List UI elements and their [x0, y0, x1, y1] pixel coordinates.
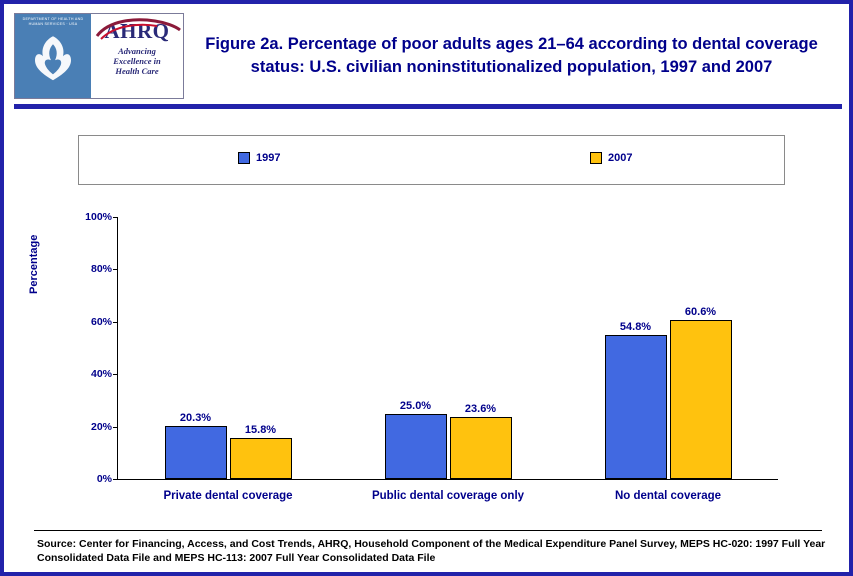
category-label: Private dental coverage — [163, 490, 293, 502]
bar-value-label: 54.8% — [619, 321, 652, 334]
ahrq-wordmark: AHRQ — [104, 19, 170, 43]
ahrq-swoosh-icon — [95, 18, 181, 43]
ahrq-tagline-line1: Advancing — [118, 46, 156, 56]
y-axis-label: Percentage — [28, 234, 40, 294]
ahrq-tagline — [94, 46, 180, 76]
chart-legend — [78, 135, 785, 185]
legend-item-1997 — [238, 152, 280, 164]
ahrq-wordmark-block — [91, 14, 183, 98]
bar-value-label: 23.6% — [464, 403, 497, 416]
plot-area — [85, 211, 778, 502]
bar-value-label: 25.0% — [399, 399, 432, 412]
bar-group — [338, 217, 558, 502]
bar-1997-1 — [165, 411, 227, 479]
ahrq-logo — [14, 13, 184, 99]
footer-divider — [34, 530, 822, 531]
y-tick-label: 80% — [90, 263, 112, 276]
page-header — [8, 8, 853, 104]
y-tick-label: 0% — [96, 473, 112, 485]
bar-value-label: 20.3% — [179, 411, 212, 424]
legend-label-1997: 1997 — [256, 152, 281, 164]
legend-item-2007 — [590, 152, 632, 164]
hhs-seal-icon — [15, 14, 91, 98]
bar-2007-1 — [230, 423, 292, 479]
bar-group — [558, 217, 778, 502]
bar-2007-3 — [670, 306, 732, 479]
y-tick-label: 60% — [90, 315, 112, 328]
legend-label-2007: 2007 — [608, 152, 633, 164]
header-divider — [14, 104, 842, 109]
bar-1997-2 — [385, 399, 447, 480]
bar-2007-2 — [450, 403, 512, 479]
hhs-seal-text: DEPARTMENT OF HEALTH AND HUMAN SERVICES · USA — [22, 17, 84, 26]
y-tick-mark — [113, 479, 118, 480]
bar-value-label: 15.8% — [244, 423, 277, 436]
ahrq-tagline-line3: Health Care — [115, 66, 159, 76]
y-tick-label: 20% — [90, 420, 112, 433]
bar-value-label: 60.6% — [684, 306, 717, 319]
category-label: No dental coverage — [614, 490, 722, 502]
legend-swatch-2007 — [590, 152, 602, 164]
category-label: Public dental coverage only — [371, 490, 525, 502]
bar-1997-3 — [605, 321, 667, 479]
source-note: Source: Center for Financing, Access, and Cost Trends, AHRQ, Household Component of the Medical Expenditure Panel Survey, MEPS HC-020: 1997 Full Year Consolidated Data File and MEPS HC-113: 2007 Full Year Consolidated Data File — [37, 538, 826, 564]
y-tick-label: 100% — [85, 211, 112, 223]
ahrq-tagline-line2: Excellence in — [113, 56, 161, 66]
hhs-bird-icon — [27, 30, 79, 86]
figure-title: Figure 2a. Percentage of poor adults ages 21–64 according to dental coverage status: U.S. civilian noninstitutionalized population, 1997 and 2007 — [205, 35, 818, 76]
legend-swatch-1997 — [238, 152, 250, 164]
y-tick-label: 40% — [90, 368, 112, 381]
bar-group — [118, 217, 338, 502]
